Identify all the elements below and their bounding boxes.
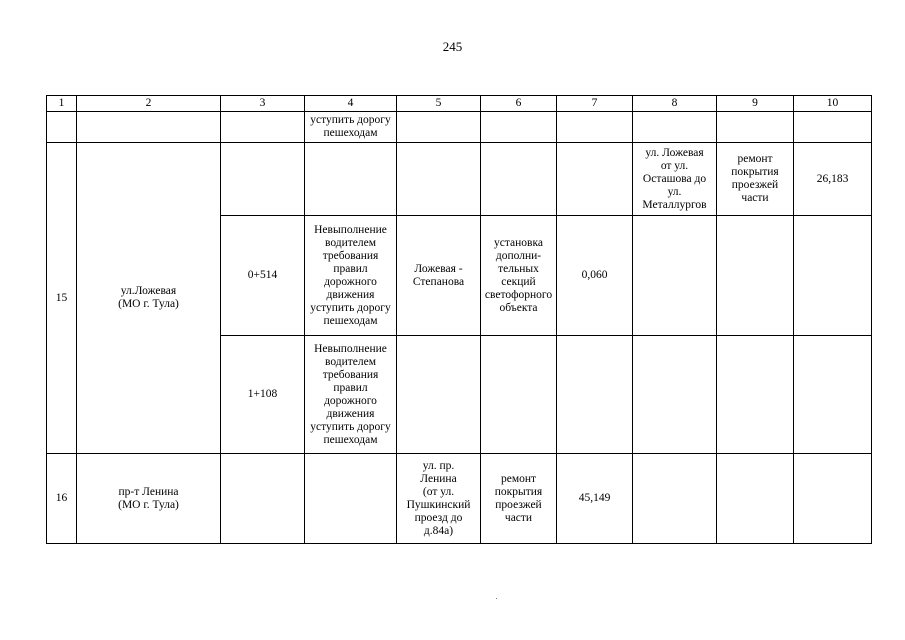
roads-table <box>46 95 872 544</box>
length-value: 0,060 <box>557 216 633 336</box>
header-cell: 5 <box>397 96 481 112</box>
table-cell <box>633 454 717 544</box>
header-cell: 4 <box>305 96 397 112</box>
road-name: ул.Ложевая (МО г. Тула) <box>77 143 221 454</box>
header-cell: 9 <box>717 96 794 112</box>
row-number: 15 <box>47 143 77 454</box>
table-cell <box>77 112 221 143</box>
header-cell: 2 <box>77 96 221 112</box>
table-cell <box>481 112 557 143</box>
table-cell <box>717 216 794 336</box>
table-cell <box>397 112 481 143</box>
table-cell <box>633 336 717 454</box>
page-number: 245 <box>442 39 463 54</box>
kilometer-mark: 1+108 <box>221 336 305 454</box>
table-cell <box>47 112 77 143</box>
length-value: 26,183 <box>794 143 872 216</box>
header-cell: 1 <box>47 96 77 112</box>
violation-text: Невыполнение водителем требования правил дорожного движения уступить дорогу пешеходам <box>305 336 397 454</box>
table-cell <box>557 112 633 143</box>
table-cell <box>481 336 557 454</box>
table-cell <box>633 112 717 143</box>
table-cell <box>557 336 633 454</box>
kilometer-mark: 0+514 <box>221 216 305 336</box>
scan-speck <box>496 598 497 599</box>
table-cell <box>794 336 872 454</box>
table-cell <box>557 143 633 216</box>
header-cell: 7 <box>557 96 633 112</box>
table-cell <box>305 143 397 216</box>
table-cell <box>717 454 794 544</box>
header-row <box>47 96 872 112</box>
table-cell <box>794 112 872 143</box>
table-cell <box>794 216 872 336</box>
violation-text: уступить дорогу пешеходам <box>305 112 397 143</box>
table-cell <box>221 143 305 216</box>
work-type: установка дополни- тельных секций светофорного объекта <box>481 216 557 336</box>
header-cell: 3 <box>221 96 305 112</box>
table-cell <box>305 454 397 544</box>
table-row-16 <box>47 454 872 544</box>
table-cell <box>794 454 872 544</box>
carryover-row <box>47 112 872 143</box>
header-cell: 8 <box>633 96 717 112</box>
intersection: Ложевая - Степанова <box>397 216 481 336</box>
table-cell <box>633 216 717 336</box>
work-type: ремонт покрытия проезжей части <box>717 143 794 216</box>
row-number: 16 <box>47 454 77 544</box>
table-cell <box>397 336 481 454</box>
road-section: ул. пр. Ленина (от ул. Пушкинский проезд до д.84а) <box>397 454 481 544</box>
table-cell <box>717 336 794 454</box>
table-cell <box>221 112 305 143</box>
table-cell <box>221 454 305 544</box>
header-cell: 6 <box>481 96 557 112</box>
table-cell <box>397 143 481 216</box>
header-cell: 10 <box>794 96 872 112</box>
road-section: ул. Ложевая от ул. Осташова до ул. Металлургов <box>633 143 717 216</box>
violation-text: Невыполнение водителем требования правил дорожного движения уступить дорогу пешеходам <box>305 216 397 336</box>
road-name: пр-т Ленина (МО г. Тула) <box>77 454 221 544</box>
length-value: 45,149 <box>557 454 633 544</box>
work-type: ремонт покрытия проезжей части <box>481 454 557 544</box>
table-cell <box>717 112 794 143</box>
table-cell <box>481 143 557 216</box>
table-row-15a <box>47 143 872 216</box>
